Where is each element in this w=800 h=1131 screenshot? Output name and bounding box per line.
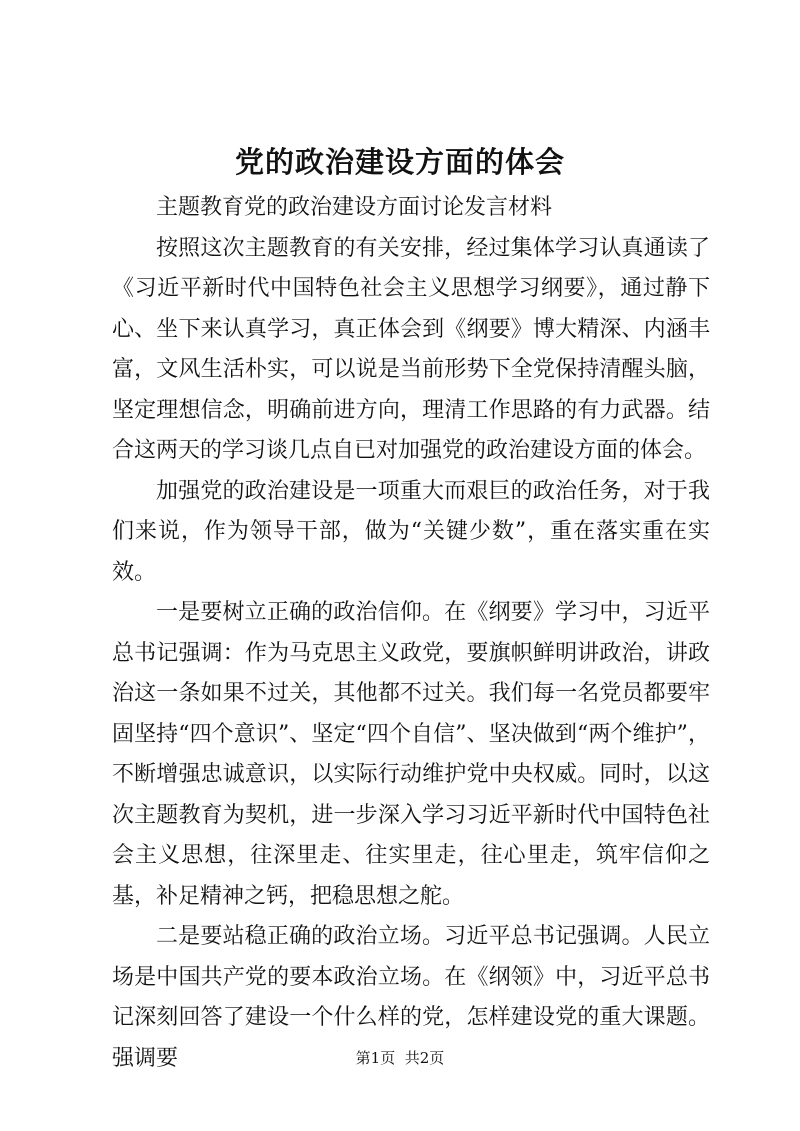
page-footer xyxy=(0,1048,800,1068)
paragraph-2: 加强党的政治建设是一项重大而艰巨的政治任务，对于我们来说，作为领导干部，做为“关键少数”，重在落实重在实效。 xyxy=(112,478,710,585)
document-title: 党的政治建设方面的体会 xyxy=(234,145,565,179)
paragraph-3: 一是要树立正确的政治信仰。在《纲要》学习中，习近平总书记强调：作为马克思主义政党，要旗帜鲜明讲政治，讲政治这一条如果不过关，其他都不过关。我们每一名党员都要牢固坚持“四个意识”、坚定“四个自信”、坚决做到“两个维护”，不断增强忠诚意识，以实际行动维护党中央权威。同时，以这次主题教育为契机，进一步深入学习习近平新时代中国特色社会主义思想，往深里走、往实里走，往心里走，筑牢信仰之基，补足精神之钙，把稳思想之舵。 xyxy=(112,600,710,909)
page-number: 第1页 xyxy=(355,1049,396,1067)
paragraph-1: 按照这次主题教育的有关安排，经过集体学习认真通读了《习近平新时代中国特色社会主义思想学习纲要》，通过静下心、坐下来认真学习，真正体会到《纲要》博大精深、内涵丰富，文风生活朴实，可以说是当前形势下全党保持清醒头脑，坚定理想信念，明确前进方向，理清工作思路的有力武器。结合这两天的学习谈几点自已对加强党的政治建设方面的体会。 xyxy=(112,235,710,463)
paragraph-4: 二是要站稳正确的政治立场。习近平总书记强调。人民立场是中国共产党的要本政治立场。在《纲领》中，习近平总书记深刻回答了建设一个什么样的党，怎样建设党的重大课题。强调要 xyxy=(112,924,710,1071)
document-body xyxy=(112,188,710,1079)
page-total: 共2页 xyxy=(404,1049,445,1067)
document-subtitle: 主题教育党的政治建设方面讨论发言材料 xyxy=(156,195,553,220)
